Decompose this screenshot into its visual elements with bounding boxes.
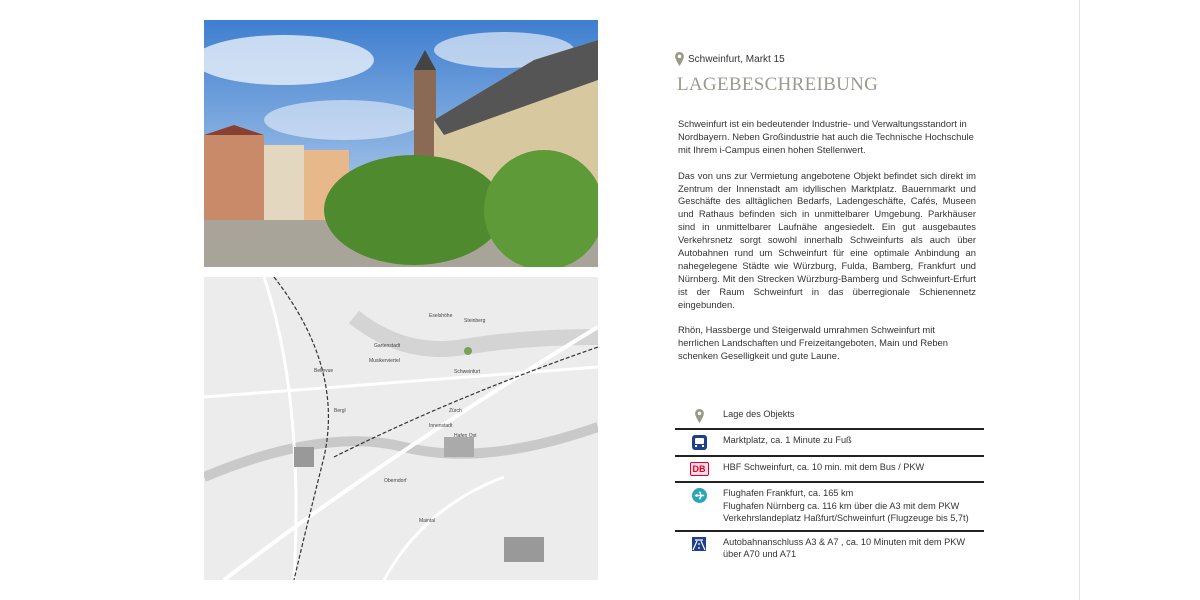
row-text: Flughafen Frankfurt, ca. 165 km [723, 488, 854, 498]
paragraph-intro: Schweinfurt ist ein bedeutender Industrie- und Verwaltungsstandort in Nordbayern. Neben Großindustrie hat auch die Technische Hochschule mit Ihrem i-Campus einen hohen Stellenwert. [678, 118, 974, 155]
row-text: Marktplatz, ca. 1 Minute zu Fuß [723, 435, 852, 445]
row-text: Verkehrslandeplatz Haßfurt/Schweinfurt (Flugzeuge bis 5,7t) [723, 513, 969, 524]
map-label: Schweinfurt [454, 369, 481, 375]
paragraph-region: Rhön, Hassberge und Steigerwald umrahmen Schweinfurt mit herrlichen Landschaften und Freizeitangeboten, Main und Reben schenken Geselligkeit und gute Laune. [678, 324, 948, 362]
table-row [675, 483, 984, 532]
row-text: HBF Schweinfurt, ca. 10 min. mit dem Bus / PKW [723, 462, 925, 472]
row-text: über A70 und A71 [723, 549, 797, 560]
map-label: Musikerviertel [369, 358, 400, 364]
map-label: Zürch [449, 408, 462, 414]
map-pin-icon [675, 52, 684, 66]
map-label: Oberndorf [384, 478, 407, 484]
marktplatz-photo [204, 20, 598, 267]
location-map [204, 277, 598, 580]
row-text: Flughafen Nürnberg ca. 116 km über die A3 mit dem PKW [723, 500, 960, 511]
map-label: Eselshöhe [429, 313, 453, 319]
address-text: Schweinfurt, Markt 15 [688, 53, 785, 65]
map-label: Hafen Ost [454, 433, 477, 439]
table-row [675, 532, 984, 566]
page-title: LAGEBESCHREIBUNG [677, 74, 879, 95]
highway-icon [692, 537, 706, 551]
map-pin-icon [695, 409, 704, 423]
address-line [675, 52, 785, 66]
map-label: Innenstadt [429, 423, 453, 429]
bus-icon [692, 435, 707, 450]
map-label: Maintal [419, 518, 436, 524]
table-row [675, 457, 984, 483]
table-row [675, 404, 984, 430]
page-divider [1079, 0, 1080, 600]
airplane-icon [692, 488, 707, 503]
map-label: Bellevue [314, 368, 334, 374]
row-text: Autobahnanschluss A3 & A7 , ca. 10 Minuten mit dem PKW [723, 536, 966, 547]
paragraph-object: Das von uns zur Vermietung angebotene Objekt befindet sich direkt im Zentrum der Innenstadt am idyllischen Marktplatz. Bauernmarkt und Geschäfte des alltäglichen Bedarfs, Ladengeschäfte, Cafés, Museen und Rathaus befinden sich in unmittelbarer Umgebung. Parkhäuser sind in unmittelbarer Laufnähe angesiedelt. Ein gut ausgebautes Verkehrsnetz sorgt sowohl innerhalb Schweinfurts als auch über Autobahnen rund um Schweinfurt für eine optimale Anbindung an nahegelegene Städte wie Würzburg, Fulda, Bamberg, Frankfurt und Nürnberg. Mit den Strecken Würzburg-Bamberg und Schweinfurt-Erfurt ist der Raum Schweinfurt in das überregionale Schienennetz eingebunden. [678, 169, 976, 310]
row-text: Lage des Objekts [723, 409, 795, 419]
table-row [675, 430, 984, 457]
location-table [675, 404, 984, 566]
map-label: Bergl [334, 408, 346, 414]
description [678, 118, 976, 376]
db-logo-icon: DB [690, 462, 709, 476]
map-label: Gartenstadt [374, 343, 401, 349]
map-label: Steinberg [464, 318, 486, 324]
